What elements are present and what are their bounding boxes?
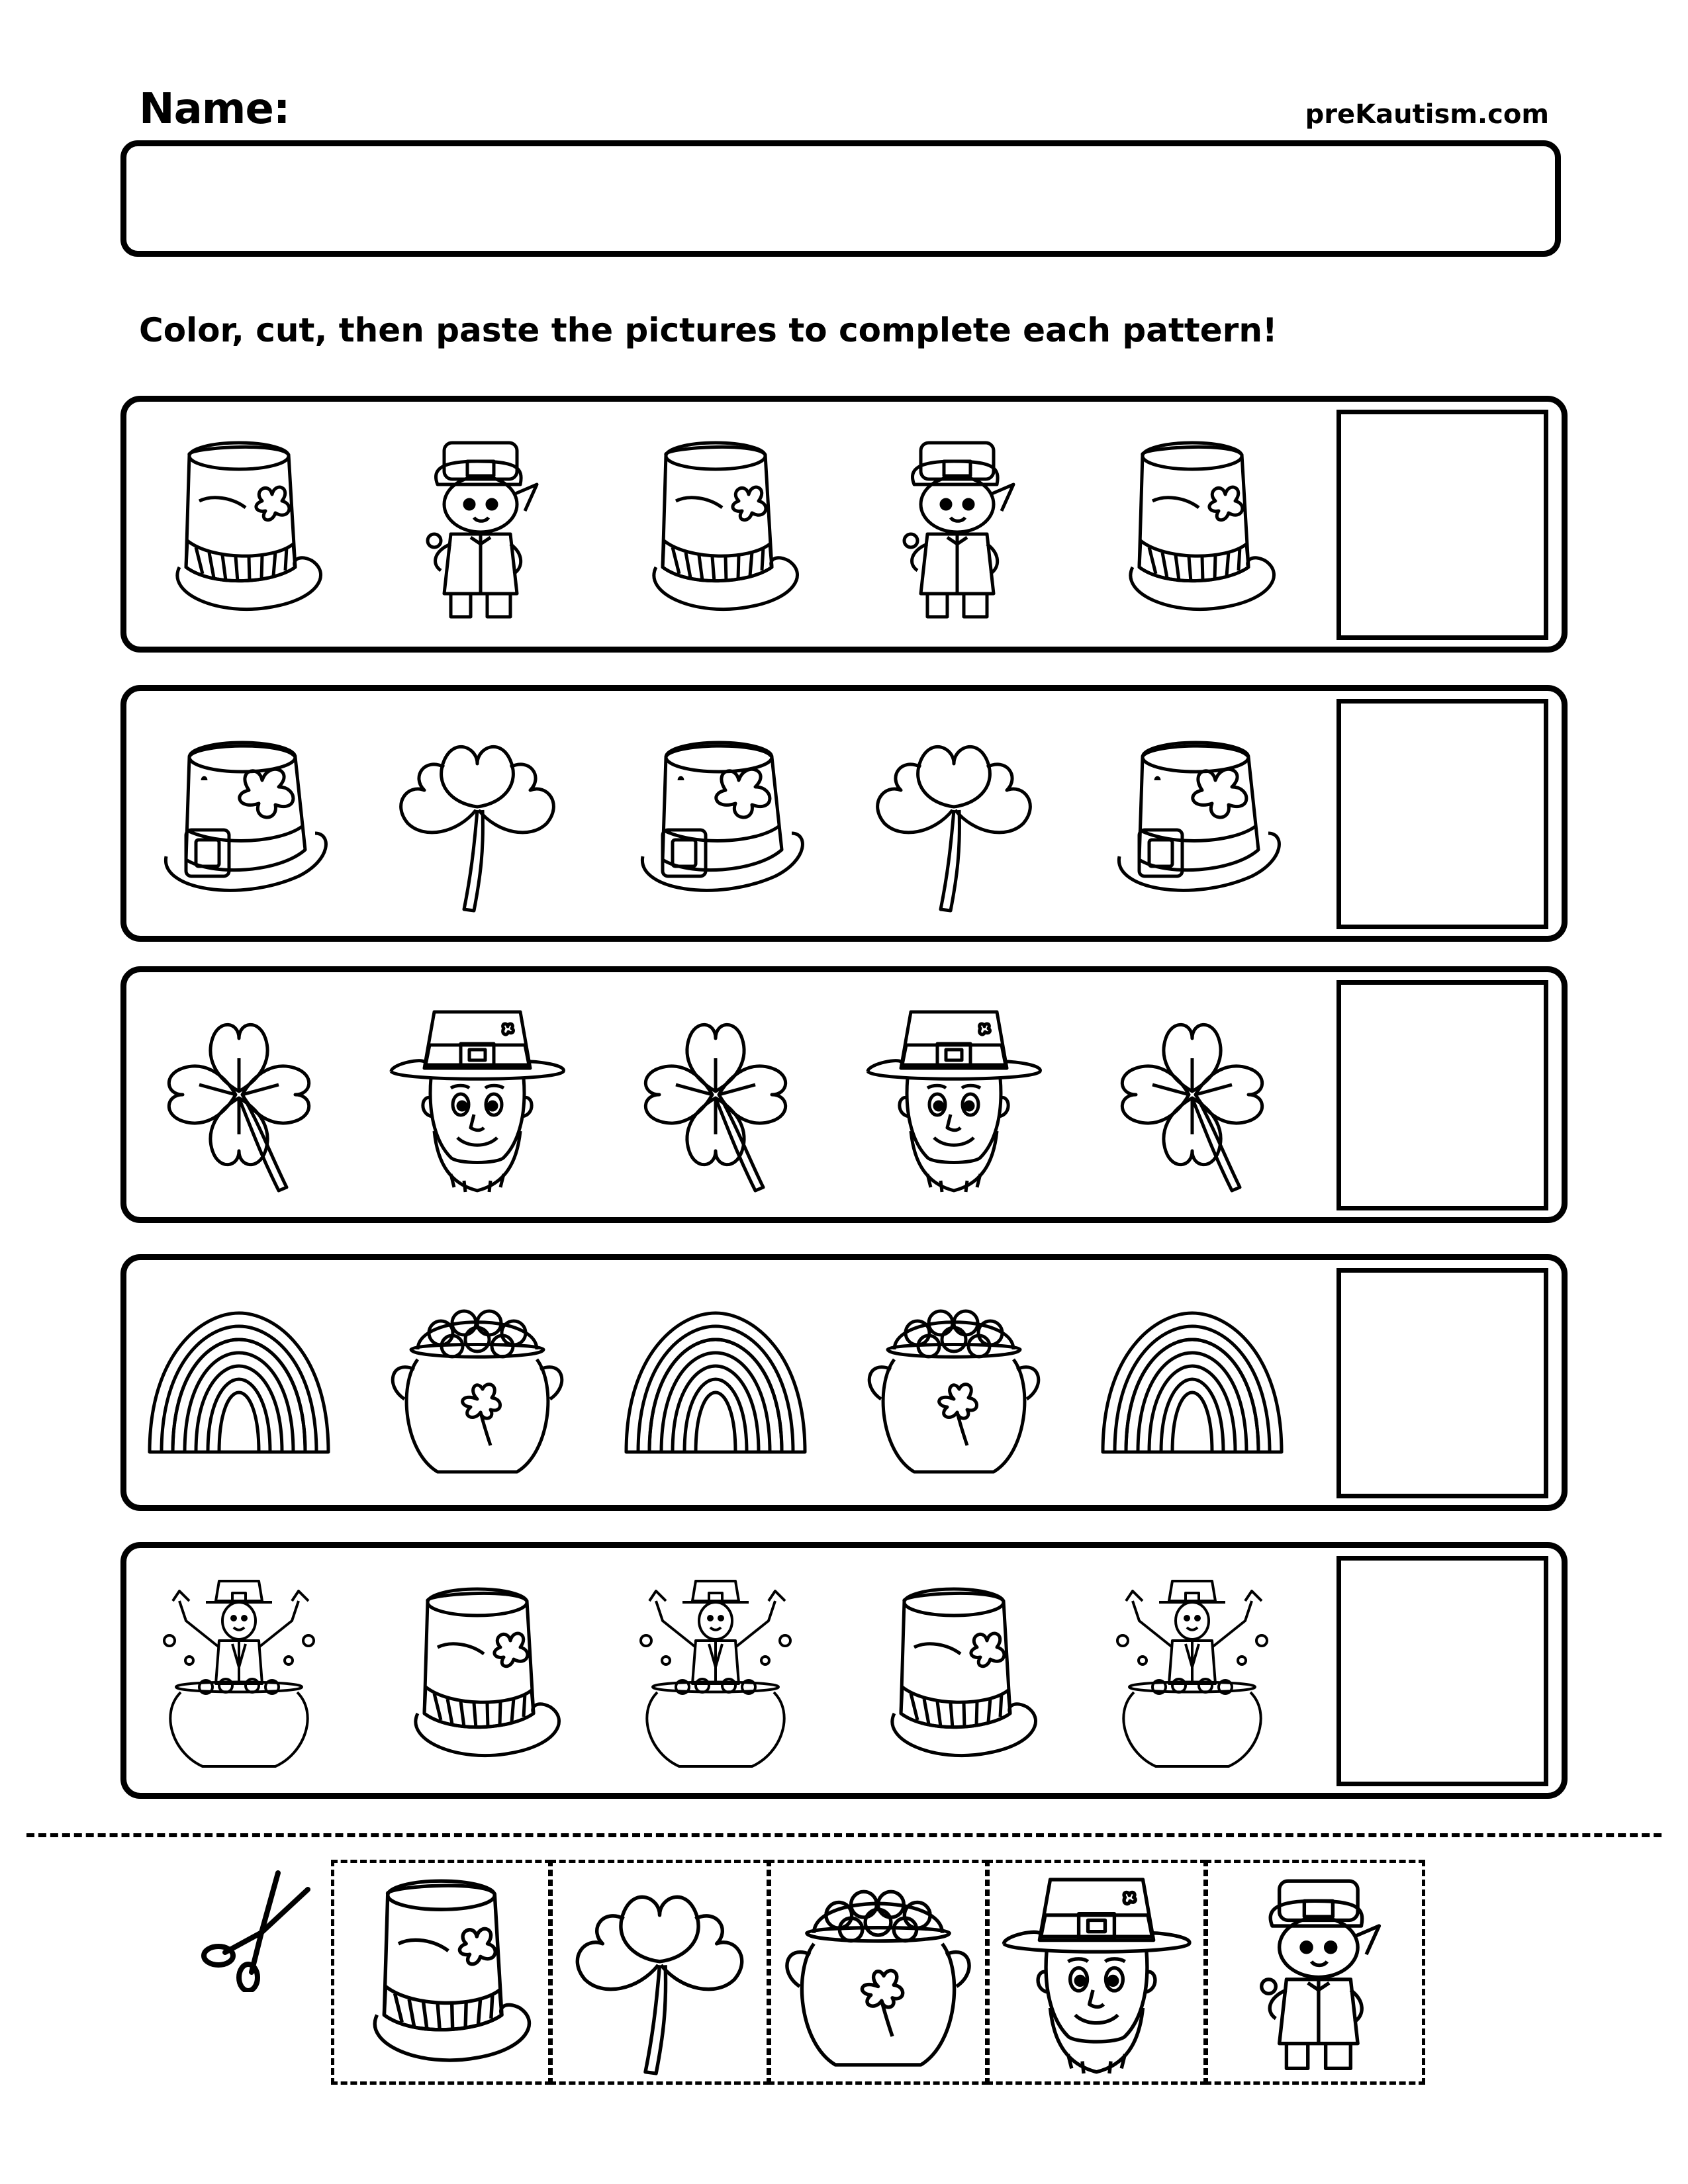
answer-box[interactable] xyxy=(1336,1556,1548,1786)
leprechaun-boy-icon xyxy=(855,415,1053,640)
buckle-hat-icon xyxy=(1093,704,1291,929)
site-url: preKautism.com xyxy=(1305,99,1549,130)
pattern-row-3 xyxy=(120,966,1568,1223)
leprechaun-in-pot-icon xyxy=(616,1561,815,1786)
answer-box[interactable] xyxy=(1336,980,1548,1210)
pot-of-gold-icon xyxy=(771,1863,985,2081)
pattern-row-1 xyxy=(120,396,1568,653)
scissors-icon xyxy=(199,1860,331,1992)
name-input-box[interactable] xyxy=(120,140,1561,257)
top-hat-icon xyxy=(1093,415,1291,640)
leprechaun-in-pot-icon xyxy=(140,1561,338,1786)
answer-box[interactable] xyxy=(1336,1268,1548,1498)
cutout-top-hat[interactable] xyxy=(331,1860,551,2085)
shamrock-icon xyxy=(378,704,577,929)
shamrock-icon xyxy=(855,704,1053,929)
leprechaun-in-pot-icon xyxy=(1093,1561,1291,1786)
leprechaun-face-icon xyxy=(990,1863,1203,2081)
buckle-hat-icon xyxy=(616,704,815,929)
top-hat-icon xyxy=(616,415,815,640)
answer-box[interactable] xyxy=(1336,699,1548,929)
rainbow-icon xyxy=(1093,1273,1291,1498)
shamrock-icon xyxy=(553,1863,767,2081)
name-label: Name: xyxy=(139,85,290,134)
answer-box[interactable] xyxy=(1336,410,1548,640)
pot-of-gold-icon xyxy=(855,1273,1053,1498)
four-leaf-clover-icon xyxy=(140,985,338,1210)
cutout-shamrock[interactable] xyxy=(549,1860,770,2085)
pattern-row-2 xyxy=(120,685,1568,942)
leprechaun-face-icon xyxy=(378,985,577,1210)
leprechaun-boy-icon xyxy=(378,415,577,640)
cutout-leprechaun-boy[interactable] xyxy=(1205,1860,1425,2085)
pattern-row-5 xyxy=(120,1542,1568,1799)
leprechaun-face-icon xyxy=(855,985,1053,1210)
rainbow-icon xyxy=(140,1273,338,1498)
pattern-row-4 xyxy=(120,1254,1568,1511)
four-leaf-clover-icon xyxy=(616,985,815,1210)
top-hat-icon xyxy=(140,415,338,640)
buckle-hat-icon xyxy=(140,704,338,929)
rainbow-icon xyxy=(616,1273,815,1498)
top-hat-icon xyxy=(855,1561,1053,1786)
top-hat-icon xyxy=(334,1863,548,2081)
top-hat-icon xyxy=(378,1561,577,1786)
four-leaf-clover-icon xyxy=(1093,985,1291,1210)
instructions: Color, cut, then paste the pictures to complete each pattern! xyxy=(139,311,1278,349)
leprechaun-boy-icon xyxy=(1208,1863,1422,2081)
cut-line xyxy=(26,1833,1662,1837)
cutout-leprechaun-face[interactable] xyxy=(986,1860,1207,2085)
pot-of-gold-icon xyxy=(378,1273,577,1498)
cutout-strip xyxy=(331,1860,1443,2085)
cutout-pot-of-gold[interactable] xyxy=(768,1860,988,2085)
